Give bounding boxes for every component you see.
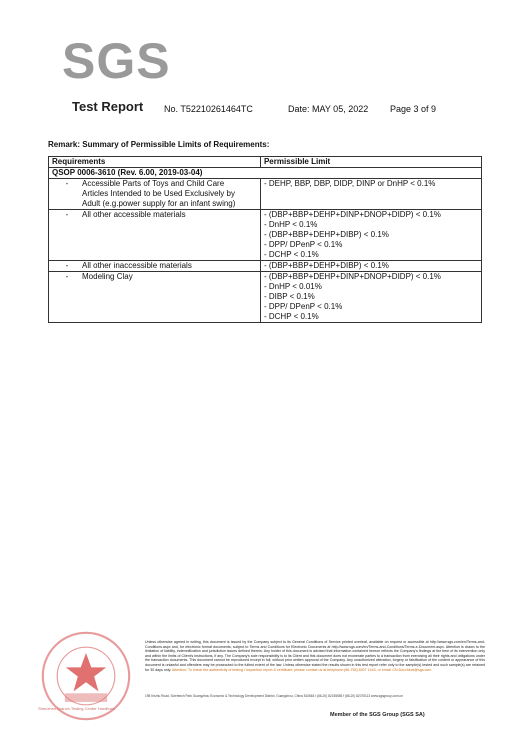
limit-cell: [260, 272, 481, 323]
limit-line: - DPP/ DPenP < 0.1%: [263, 240, 343, 249]
limit-line: - (DBP+BBP+DEHP+DINP+DNOP+DIDP) < 0.1%: [263, 210, 441, 219]
standard-row: QSOP 0006-3610 (Rev. 6.00, 2019-03-04): [49, 168, 482, 179]
requirement-text: Accessible Parts of Toys and Child Care Articles Intended to be Used Exclusively by Adult (e.g.power supply for an infant swing): [82, 179, 236, 208]
report-date: Date: MAY 05, 2022: [288, 104, 369, 114]
row-bullet: -: [65, 261, 69, 270]
sgs-member-note: Member of the SGS Group (SGS SA): [330, 712, 425, 718]
requirement-row: [49, 210, 482, 261]
limit-line: - (DBP+BBP+DEHP+DINP+DNOP+DIDP) < 0.1%: [263, 272, 441, 281]
col-limit-header: Permissible Limit: [260, 157, 481, 168]
requirement-cell: [49, 272, 261, 323]
limit-line: - DIBP < 0.1%: [263, 292, 315, 301]
sgs-logo: SGS: [62, 33, 171, 89]
requirement-text: All other inaccessible materials: [82, 261, 192, 270]
requirements-table: [48, 156, 482, 323]
limit-cell: [260, 210, 481, 261]
limit-line: - DnHP < 0.1%: [263, 220, 318, 229]
requirement-row: [49, 179, 482, 210]
limit-line: - DEHP, BBP, DBP, DIDP, DINP or DnHP < 0.1%: [263, 179, 436, 188]
disclaimer-body: Unless otherwise agreed in writing, this document is issued by the Company subject to its General Conditions of Service printed overleaf, available on request or accessible at http://www.sgs.com/en/Terms-and-Conditions.aspx and, for electronic format documents, subject to Terms and Conditions for Electronic Documents at http://www.sgs.com/en/Terms-and-Conditions/Terms-e-Document.aspx. Attention is drawn to the limitation of liability, indemnification and jurisdiction issues defined therein. Any holder of this document is advised that information contained hereon reflects the Company's findings at the time of its intervention only and within the limits of Client's instructions, if any. The Company's sole responsibility is to its Client and this document does not exonerate parties to a transaction from exercising all their rights and obligations under the transaction documents. This document cannot be reproduced except in full, without prior written approval of the Company. Any unauthorized alteration, forgery or falsification of the content or appearance of this document is unlawful and offenders may be prosecuted to the fullest extent of the law. Unless otherwise stated the results shown in this test report refer only to the sample(s) tested and such sample(s) are retained for 30 days only.: [145, 640, 485, 672]
limit-line: - DCHP < 0.1%: [263, 312, 319, 321]
limit-line: - DPP/ DPenP < 0.1%: [263, 302, 343, 311]
requirement-row: [49, 272, 482, 323]
requirement-text: All other accessible materials: [82, 210, 186, 219]
requirement-cell: [49, 210, 261, 261]
limit-line: - (DBP+BBP+DEHP+DIBP) < 0.1%: [263, 230, 389, 239]
page-indicator: Page 3 of 9: [390, 104, 437, 114]
limit-cell: [260, 261, 481, 272]
col-requirements-header: Requirements: [49, 157, 261, 168]
limit-line: - (DBP+BBP+DEHP+DIBP) < 0.1%: [263, 261, 389, 270]
company-address: 198 Kezhu Road, Scientech Park Guangzhou Economic & Technology Development District, Guangzhou, China 510663 t (86-20) 82155555 f (86-20) 82075113 www.sgsgroup.com.cn: [145, 694, 403, 698]
limit-cell: [260, 179, 481, 210]
requirement-text: Modeling Clay: [82, 272, 133, 281]
report-number: No. T52210261464TC: [164, 104, 253, 114]
requirement-cell: [49, 261, 261, 272]
seal-caption: Shenzhen Branch Testing Center Hardlines: [38, 706, 115, 711]
row-bullet: -: [65, 272, 69, 281]
requirement-cell: [49, 179, 261, 210]
disclaimer-text: [145, 640, 485, 672]
authenticity-notice: Attention: To check the authenticity of testing / inspection report & certificate, please contact us at telephone:(86-755) 8307 1443, or email: CN.Doccheck@sgs.com: [171, 667, 432, 672]
limit-line: - DnHP < 0.01%: [263, 282, 322, 291]
row-bullet: -: [65, 179, 69, 188]
limit-line: - DCHP < 0.1%: [263, 250, 319, 259]
row-bullet: -: [65, 210, 69, 219]
remark-heading: Remark: Summary of Permissible Limits of Requirements:: [48, 140, 270, 149]
report-title: Test Report: [72, 99, 144, 114]
requirement-row: [49, 261, 482, 272]
